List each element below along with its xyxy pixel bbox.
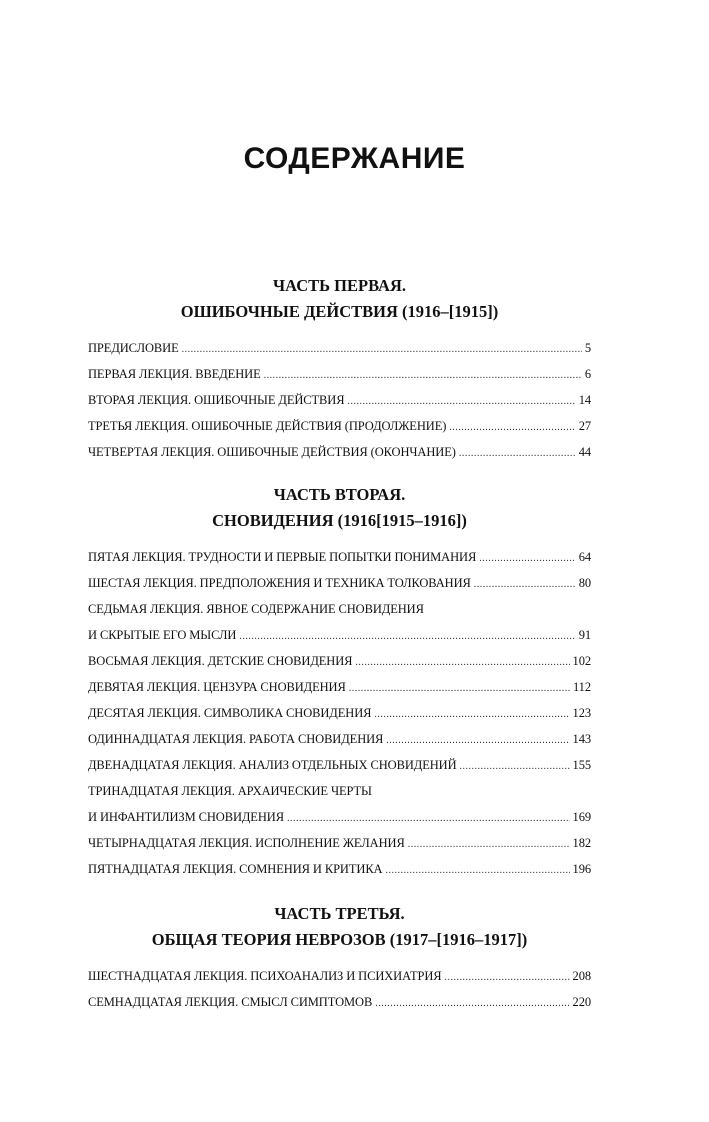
toc-entry-page: 143 [572, 732, 591, 746]
toc-entry[interactable] [88, 804, 591, 830]
toc-entry[interactable] [88, 335, 591, 361]
dot-leader [459, 439, 576, 467]
part-subheading: ОШИБОЧНЫЕ ДЕЙСТВИЯ (1916–[1915]) [180, 302, 499, 321]
toc-entry-title: ВТОРАЯ ЛЕКЦИЯ. ОШИБОЧНЫЕ ДЕЙСТВИЯ [88, 393, 345, 407]
toc-entry-title: ТРЕТЬЯ ЛЕКЦИЯ. ОШИБОЧНЫЕ ДЕЙСТВИЯ (ПРОДОЛЖЕНИЕ) [88, 419, 447, 433]
toc-entry-title: ЧЕТВЕРТАЯ ЛЕКЦИЯ. ОШИБОЧНЫЕ ДЕЙСТВИЯ (ОКОНЧАНИЕ) [88, 445, 456, 459]
toc-entry[interactable] [88, 700, 591, 726]
dot-leader [445, 963, 570, 991]
toc-entry[interactable] [88, 622, 591, 648]
toc-entry-title: ТРИНАДЦАТАЯ ЛЕКЦИЯ. АРХАИЧЕСКИЕ ЧЕРТЫ [88, 784, 372, 798]
toc-entry-title: ДЕСЯТАЯ ЛЕКЦИЯ. СИМВОЛИКА СНОВИДЕНИЯ [88, 706, 372, 720]
toc-entry[interactable] [88, 963, 591, 989]
toc-entry-page: 208 [572, 969, 591, 983]
toc-entry-title: ПЕРВАЯ ЛЕКЦИЯ. ВВЕДЕНИЕ [88, 367, 261, 381]
dot-leader [460, 752, 570, 780]
toc-entry[interactable] [88, 570, 591, 596]
toc-entry-page: 27 [578, 419, 591, 433]
dot-leader [355, 648, 569, 676]
dot-leader [347, 387, 575, 415]
toc-entry[interactable] [88, 752, 591, 778]
part-heading: ЧАСТЬ ТРЕТЬЯ. [274, 904, 405, 923]
dot-leader [287, 804, 570, 832]
dot-leader [386, 856, 570, 884]
toc-entry[interactable] [88, 361, 591, 387]
part-heading: ЧАСТЬ ВТОРАЯ. [273, 485, 406, 504]
dot-leader [182, 335, 582, 363]
toc-entry-page: 196 [572, 862, 591, 876]
toc-entry-page: 220 [572, 995, 591, 1009]
toc-entry[interactable] [88, 439, 591, 465]
page-title: СОДЕРЖАНИЕ [243, 142, 466, 175]
toc-entry[interactable] [88, 596, 591, 622]
toc-entry[interactable] [88, 778, 591, 804]
toc-entry-page: 14 [578, 393, 591, 407]
toc-entry[interactable] [88, 413, 591, 439]
toc-entry[interactable] [88, 856, 591, 882]
dot-leader [386, 726, 569, 754]
toc-entry-page: 5 [584, 341, 591, 355]
toc-entry-title: ЧЕТЫРНАДЦАТАЯ ЛЕКЦИЯ. ИСПОЛНЕНИЕ ЖЕЛАНИЯ [88, 836, 405, 850]
toc-entry-title: И СКРЫТЫЕ ЕГО МЫСЛИ [88, 628, 237, 642]
toc-entry-title: ПЯТНАДЦАТАЯ ЛЕКЦИЯ. СОМНЕНИЯ И КРИТИКА [88, 862, 383, 876]
dot-leader [264, 361, 582, 389]
part-1 [88, 273, 591, 465]
toc-entry-page: 182 [572, 836, 591, 850]
toc-entry-page: 91 [578, 628, 591, 642]
part-heading: ЧАСТЬ ПЕРВАЯ. [273, 276, 406, 295]
toc-entry-page: 123 [572, 706, 591, 720]
toc-entry-title: И ИНФАНТИЛИЗМ СНОВИДЕНИЯ [88, 810, 284, 824]
toc-entry-title: ДЕВЯТАЯ ЛЕКЦИЯ. ЦЕНЗУРА СНОВИДЕНИЯ [88, 680, 346, 694]
toc-list [88, 544, 591, 882]
toc-list [88, 963, 591, 1015]
toc-entry[interactable] [88, 726, 591, 752]
dot-leader [239, 622, 575, 650]
toc-entry-title: ОДИННАДЦАТАЯ ЛЕКЦИЯ. РАБОТА СНОВИДЕНИЯ [88, 732, 384, 746]
toc-entry-title: СЕМНАДЦАТАЯ ЛЕКЦИЯ. СМЫСЛ СИМПТОМОВ [88, 995, 373, 1009]
toc-entry-page: 64 [578, 550, 591, 564]
dot-leader [449, 413, 575, 441]
toc-entry[interactable] [88, 830, 591, 856]
toc-entry-title: ПРЕДИСЛОВИЕ [88, 341, 179, 355]
toc-list [88, 335, 591, 465]
toc-entry-title: ШЕСТНАДЦАТАЯ ЛЕКЦИЯ. ПСИХОАНАЛИЗ И ПСИХИАТРИЯ [88, 969, 442, 983]
toc-entry-title: ПЯТАЯ ЛЕКЦИЯ. ТРУДНОСТИ И ПЕРВЫЕ ПОПЫТКИ ПОНИМАНИЯ [88, 550, 477, 564]
dot-leader [375, 989, 569, 1017]
toc-entry[interactable] [88, 989, 591, 1015]
toc-entry-page: 155 [572, 758, 591, 772]
part-3 [88, 901, 591, 1015]
toc-entry[interactable] [88, 387, 591, 413]
dot-leader [374, 700, 569, 728]
toc-entry-page: 169 [572, 810, 591, 824]
part-subheading: ОБЩАЯ ТЕОРИЯ НЕВРОЗОВ (1917–[1916–1917]) [151, 930, 528, 949]
toc-entry[interactable] [88, 544, 591, 570]
dot-leader [408, 830, 570, 858]
toc-entry-title: ДВЕНАДЦАТАЯ ЛЕКЦИЯ. АНАЛИЗ ОТДЕЛЬНЫХ СНОВИДЕНИЙ [88, 758, 457, 772]
toc-entry-page: 6 [584, 367, 591, 381]
toc-entry-title: ШЕСТАЯ ЛЕКЦИЯ. ПРЕДПОЛОЖЕНИЯ И ТЕХНИКА ТОЛКОВАНИЯ [88, 576, 471, 590]
part-2 [88, 482, 591, 882]
toc-entry-page: 102 [572, 654, 591, 668]
toc-entry-title: ВОСЬМАЯ ЛЕКЦИЯ. ДЕТСКИЕ СНОВИДЕНИЯ [88, 654, 353, 668]
part-subheading: СНОВИДЕНИЯ (1916[1915–1916]) [212, 511, 467, 530]
toc-entry[interactable] [88, 674, 591, 700]
dot-leader [349, 674, 570, 702]
dot-leader [474, 570, 576, 598]
toc-entry-title: СЕДЬМАЯ ЛЕКЦИЯ. ЯВНОЕ СОДЕРЖАНИЕ СНОВИДЕНИЯ [88, 602, 424, 616]
toc-entry-page: 112 [573, 680, 591, 694]
toc-entry[interactable] [88, 648, 591, 674]
toc-entry-page: 80 [578, 576, 591, 590]
toc-entry-page: 44 [578, 445, 591, 459]
dot-leader [479, 544, 575, 572]
